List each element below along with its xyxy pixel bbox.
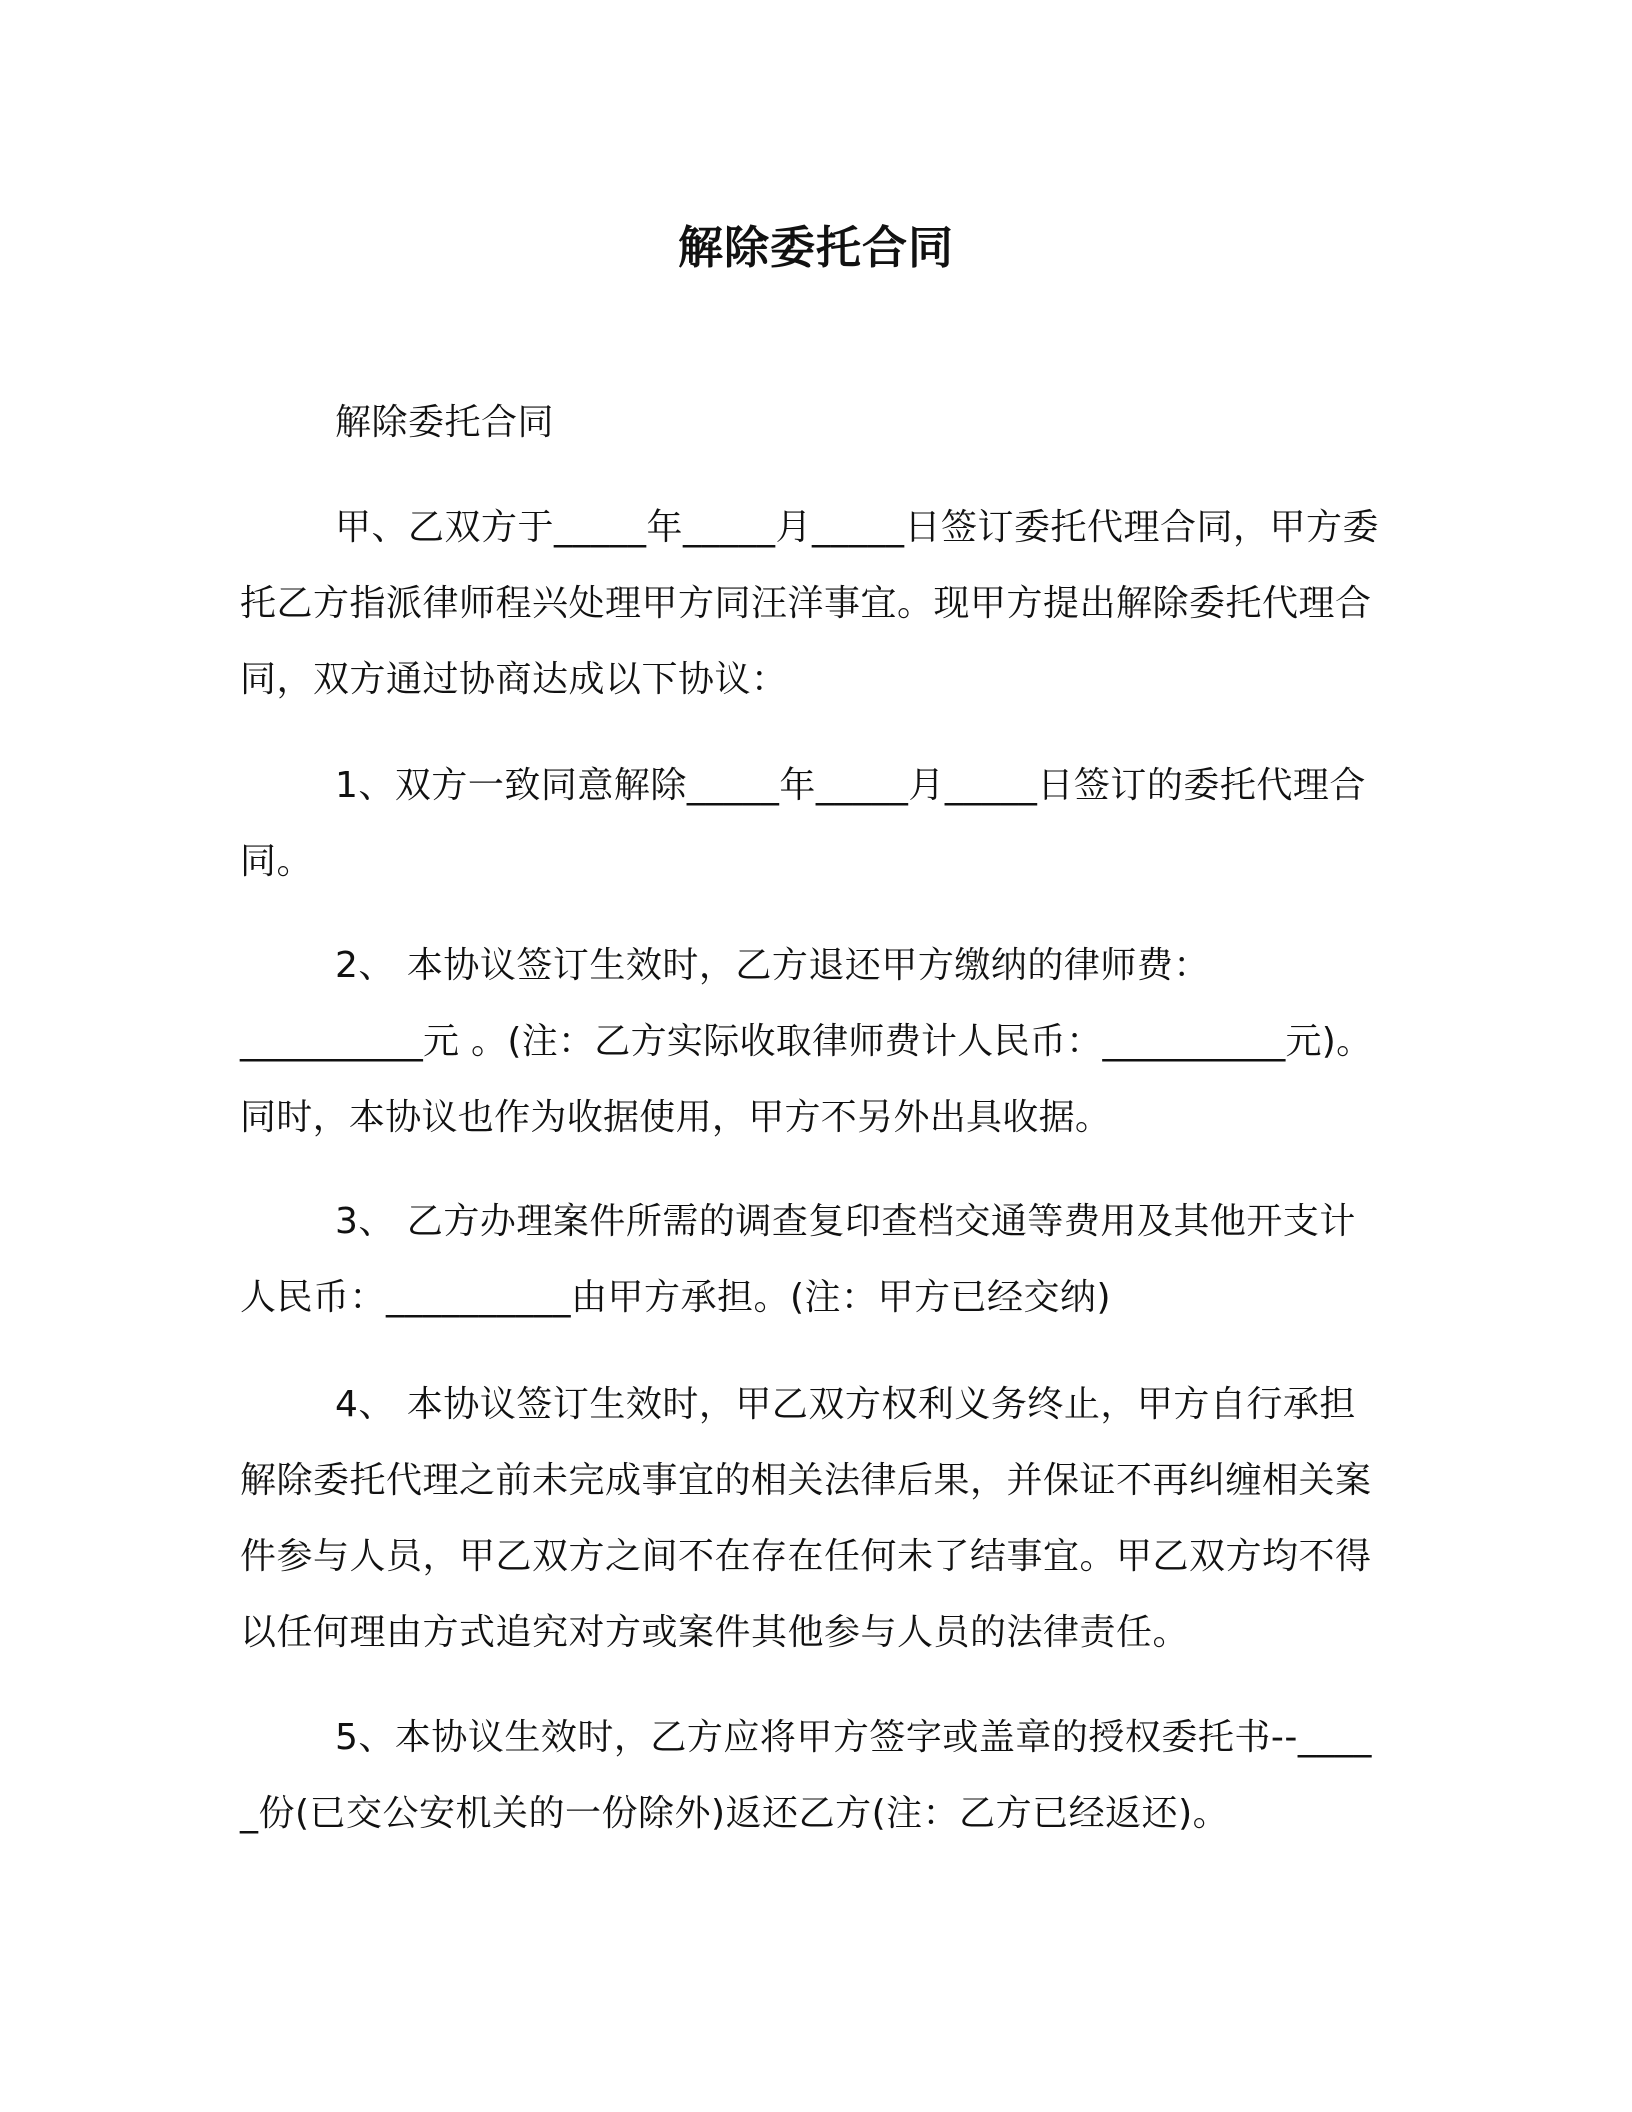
document-subtitle: 解除委托合同 <box>335 402 555 443</box>
paragraph-item-4: 4、 本协议签订生效时，甲乙双方权利义务终止，甲方自行承担解除委托代理之前未完成事宜的相关法律后果，并保证不再纠缠相关案件参与人员，甲乙双方之间不在存在任何未了结事宜。甲乙双方均不得以任何理由方式追究对方或案件其他参与人员的法律责任。 <box>240 1384 1372 1653</box>
paragraph-item-2-continuation: __________元 。(注：乙方实际收取律师费计人民币：__________元)。同时，本协议也作为收据使用，甲方不另外出具收据。 <box>240 1021 1373 1138</box>
paragraph-intro: 甲、乙双方于_____年_____月_____日签订委托代理合同，甲方委托乙方指派律师程兴处理甲方同汪洋事宜。现甲方提出解除委托代理合同，双方通过协商达成以下协议： <box>240 507 1380 700</box>
paragraph-item-2-first-line: 2、 本协议签订生效时，乙方退还甲方缴纳的律师费： <box>335 945 1210 986</box>
paragraph-item-5: 5、本协议生效时，乙方应将甲方签字或盖章的授权委托书--_____份(已交公安机关的一份除外)返还乙方(注：乙方已经返还)。 <box>240 1717 1372 1834</box>
document-title: 解除委托合同 <box>677 221 954 274</box>
paragraph-item-3: 3、 乙方办理案件所需的调查复印查档交通等费用及其他开支计人民币：__________由甲方承担。(注：甲方已经交纳) <box>240 1201 1356 1318</box>
paragraph-item-1: 1、双方一致同意解除_____年_____月_____日签订的委托代理合同。 <box>240 765 1366 882</box>
paragraph-item-2 <box>240 928 1380 1156</box>
